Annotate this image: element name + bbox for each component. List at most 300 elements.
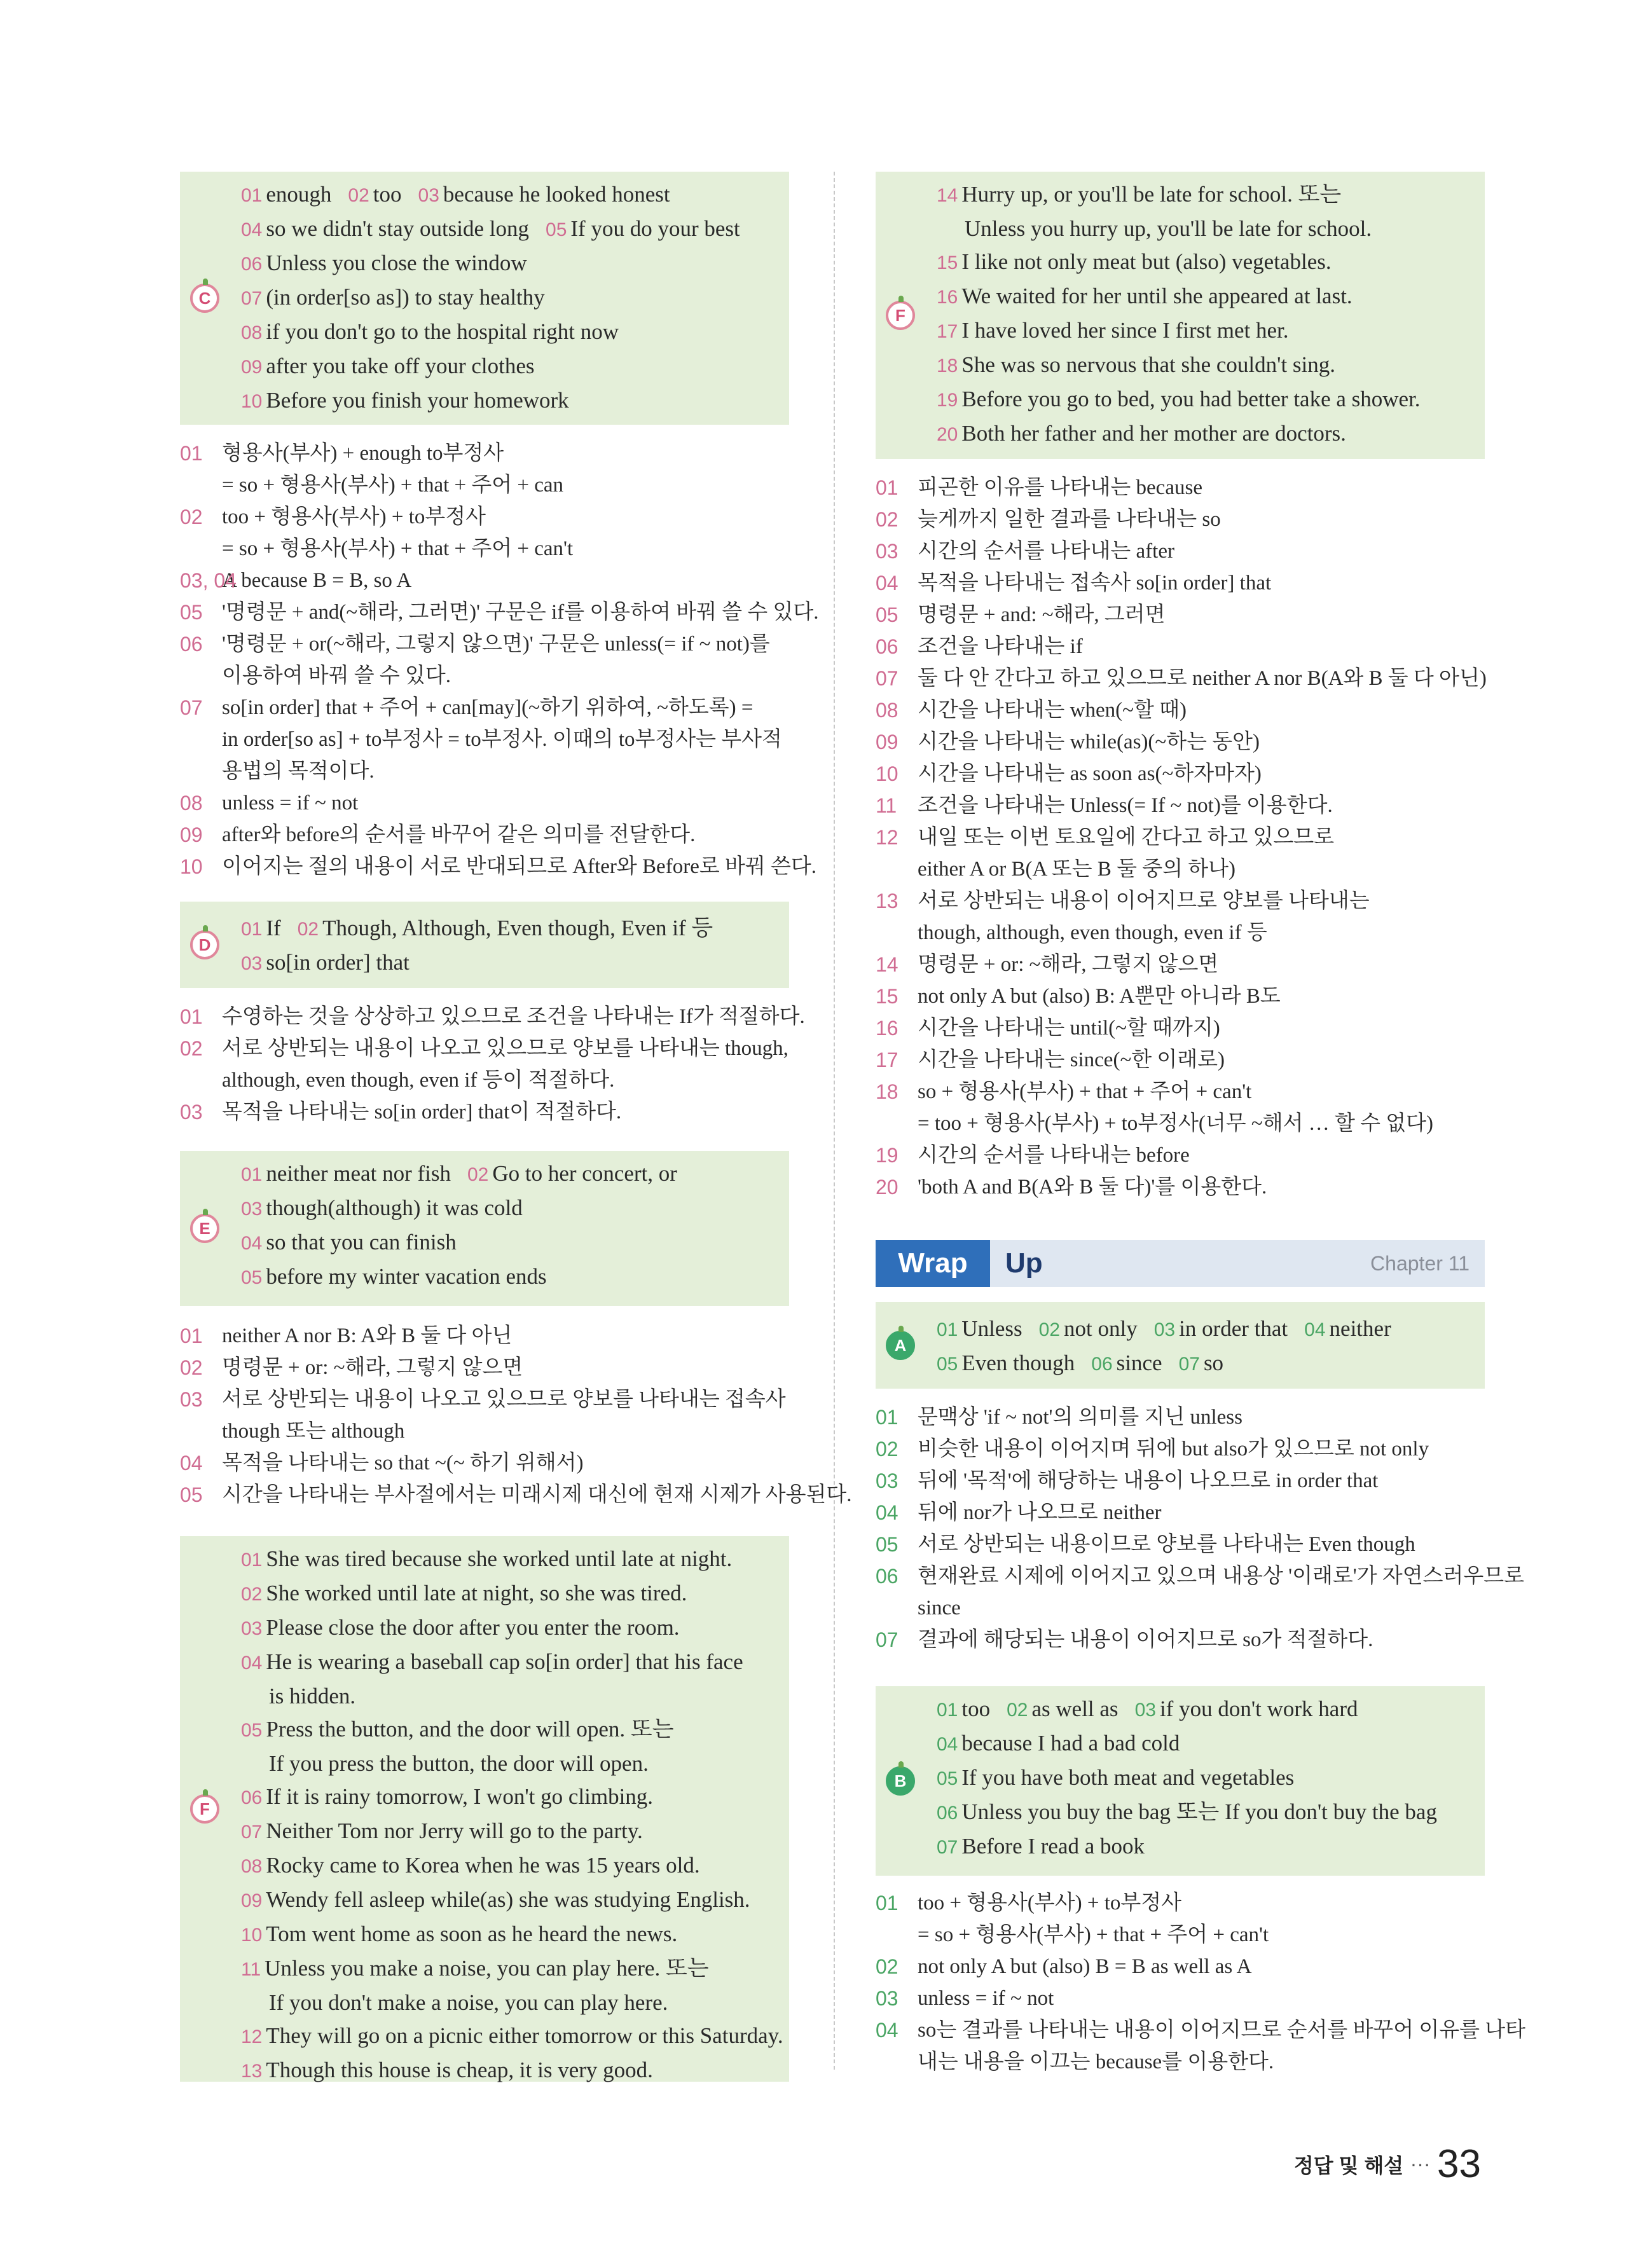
answer-text: She was tired because she worked until late at night. [266,1546,733,1571]
explanation-line [876,2046,1485,2078]
explanation-number: 06 [876,635,898,658]
footer-label: 정답 및 해설 [1293,2154,1404,2177]
explanation-number: 04 [180,1452,203,1474]
answer-line [241,1815,779,1849]
explanation-number: 05 [180,601,203,624]
item-number: 06 [241,1787,263,1808]
item-number: 15 [937,252,958,273]
answer-line [937,1693,1475,1727]
explanation-line [876,726,1485,758]
explanation-text: 뒤에 '목적'에 해당하는 내용이 나오므로 in order that [918,1469,1379,1492]
explanation-line [876,663,1485,694]
answer-text: Though, Although, Even though, Even if 등 [322,916,713,940]
item-number: 03 [1134,1700,1156,1721]
explanation-text: A because B = B, so A [222,569,412,592]
answer-text: Unless you buy the bag 또는 If you don't buy the bag [961,1799,1437,1824]
explanation-number: 03 [180,1101,203,1124]
explanation-text: so[in order] that + 주어 + can[may](~하기 위하여, ~하도록) = [222,696,754,719]
explanation-line [876,853,1485,885]
item-number: 03 [241,953,263,974]
explanation-line [876,1983,1485,2014]
item-number: 04 [241,1233,263,1254]
explanation-text: 수영하는 것을 상상하고 있으므로 조건을 나타내는 If가 적절하다. [222,1005,805,1028]
item-number: 02 [1007,1700,1028,1721]
item-number: 20 [937,424,958,445]
answer-line [937,1347,1475,1381]
explanation-line [180,437,789,469]
explanation-line [876,1887,1485,1919]
explanation-text: 목적을 나타내는 접속사 so[in order] that [918,572,1272,594]
item-number: 04 [937,1734,958,1755]
explanation-line [876,949,1485,980]
answer-line [241,247,779,281]
answer-box-f [180,1536,789,2082]
explanation-line [876,1076,1485,1108]
answer-line [241,1952,779,1986]
explanation-number: 02 [876,508,898,531]
page-footer [1294,2141,1481,2187]
answer-text: because he looked honest [443,182,670,207]
explanation-text: not only A but (also) B = B as well as A [918,1955,1252,1978]
explanation-number: 03 [876,1469,898,1492]
explanation-number: 19 [876,1144,898,1167]
explanation-line [180,724,789,755]
answer-line [241,212,779,247]
item-number: 01 [241,1164,263,1185]
explanation-text: 시간의 순서를 나타내는 before [918,1144,1190,1167]
explanation-line [180,1479,852,1511]
explanation-number: 18 [876,1080,898,1103]
explanation-line [180,1033,789,1064]
explanation-line [876,821,1485,853]
explanation-line [876,535,1485,567]
answer-text: Though this house is cheap, it is very good. [266,2058,653,2082]
item-number: 07 [937,1837,958,1858]
item-number: 13 [241,2061,263,2082]
explanation-number: 02 [180,505,203,528]
answer-text: neither meat nor fish [266,1161,451,1186]
item-number: 02 [241,1584,263,1605]
explanation-number: 02 [876,1955,898,1978]
explanation-number: 07 [876,1628,898,1651]
answer-text: as well as [1031,1696,1118,1721]
explanation-number: 08 [180,792,203,814]
explanation-text: 시간을 나타내는 while(as)(~하는 동안) [918,731,1260,753]
explanation-text: = too + 형용사(부사) + to부정사(너무 ~해서 … 할 수 없다) [918,1112,1434,1135]
item-number: 04 [1304,1319,1326,1340]
explanation-line [876,1401,1485,1433]
answer-text: though(although) it was cold [266,1195,523,1220]
explanation-text: after와 before의 순서를 바꾸어 같은 의미를 전달한다. [222,823,696,846]
explanation-line [180,1001,805,1033]
explanation-number: 04 [876,572,898,594]
explanation-number: 09 [180,823,203,846]
explanation-line [876,790,1485,821]
answer-line [241,912,779,946]
explanation-text: though 또는 although [222,1420,405,1443]
explanation-number: 09 [876,731,898,753]
explanation-text: either A or B(A 또는 B 둘 중의 하나) [918,858,1235,881]
explanation-text: 시간을 나타내는 when(~할 때) [918,699,1187,722]
item-number: 01 [241,1550,263,1570]
explanation-d [180,1001,805,1128]
explanation-text: '명령문 + and(~해라, 그러면)' 구문은 if를 이용하여 바꿔 쓸 수 있다. [222,601,819,624]
explanation-text: 조건을 나타내는 if [918,635,1083,658]
explanation-c [180,437,819,883]
answer-text: too [373,182,402,207]
answer-line [241,946,779,980]
answer-line [241,1157,779,1192]
explanation-line [180,1320,789,1352]
item-number: 09 [241,357,263,378]
item-number: 12 [241,2026,263,2047]
explanation-text: '명령문 + or(~해라, 그렇지 않으면)' 구문은 unless(= if ~ not)를 [222,633,770,656]
explanation-text: in order[so as] + to부정사 = to부정사. 이때의 to부정사는 부사적 [222,728,782,751]
answer-text: (in order[so as]) to stay healthy [266,285,545,310]
item-number: 06 [1091,1354,1113,1375]
explanation-line [180,596,819,628]
item-number: 02 [467,1164,489,1185]
item-number: 02 [348,185,369,206]
explanation-number: 07 [876,667,898,690]
explanation-text: 문맥상 'if ~ not'의 의미를 지닌 unless [918,1406,1242,1429]
explanation-text: so + 형용사(부사) + that + 주어 + can't [918,1080,1252,1103]
explanation-text: 용법의 목적이다. [222,760,375,783]
explanation-text: 피곤한 이유를 나타내는 because [918,476,1202,499]
explanation-text: 조건을 나타내는 Unless(= If ~ not)를 이용한다. [918,794,1333,817]
answer-text: They will go on a picnic either tomorrow or this Saturday. [266,2023,783,2048]
item-number: 02 [1038,1319,1061,1340]
explanation-text: 서로 상반되는 내용이 나오고 있으므로 양보를 나타내는 though, [222,1037,788,1060]
answer-text: If [266,916,281,940]
explanation-line [876,1139,1485,1171]
answer-line [241,2054,779,2088]
explanation-number: 02 [180,1037,203,1060]
explanation-line [876,980,1485,1012]
explanation-text: = so + 형용사(부사) + that + 주어 + can [222,474,564,497]
explanation-number: 01 [876,1892,898,1914]
explanation-text: 명령문 + or: ~해라, 그렇지 않으면 [222,1356,523,1379]
item-number: 09 [241,1890,263,1911]
explanation-text: so는 결과를 나타내는 내용이 이어지므로 순서를 바꾸어 이유를 나타 [918,2019,1526,2042]
explanation-text: 비슷한 내용이 이어지며 뒤에 but also가 있으므로 not only [918,1438,1429,1460]
explanation-number: 04 [876,2019,898,2042]
answer-text: neither [1329,1316,1391,1341]
explanation-line [876,694,1485,726]
section-badge-icon: F [886,301,915,330]
explanation-line [876,885,1485,917]
item-number: 08 [241,322,263,343]
explanation-e [180,1320,852,1511]
answer-line [937,314,1475,348]
explanation-number: 01 [180,442,203,465]
answer-line [241,1713,779,1747]
explanation-text: 시간을 나타내는 since(~한 이래로) [918,1048,1225,1071]
explanation-number: 10 [180,855,203,878]
answer-text: Please close the door after you enter the room. [266,1615,680,1640]
explanation-number: 03 [876,540,898,563]
explanation-line [180,1352,789,1384]
explanation-number: 06 [180,633,203,656]
answer-line [937,1727,1475,1761]
item-number: 03 [1153,1319,1176,1340]
explanation-text: 시간을 나타내는 until(~할 때까지) [918,1017,1220,1040]
answer-box-c [180,172,789,425]
explanation-text: 서로 상반되는 내용이 나오고 있으므로 양보를 나타내는 접속사 [222,1388,786,1411]
explanation-number: 10 [876,762,898,785]
answer-text: so [1203,1350,1224,1375]
explanation-text: unless = if ~ not [918,1987,1054,2010]
explanation-number: 04 [876,1501,898,1524]
explanation-text: = so + 형용사(부사) + that + 주어 + can't [222,537,574,560]
explanation-number: 11 [876,794,897,817]
answer-line [241,384,779,418]
answer-text: after you take off your clothes [266,354,535,378]
section-badge-icon: E [190,1214,219,1243]
answer-line [241,350,779,384]
explanation-line [876,1433,1485,1465]
explanation-line [180,501,789,533]
answer-line [241,1543,779,1577]
answer-text: He is wearing a baseball cap so[in order] that his face [266,1649,743,1674]
page-number: 33 [1437,2142,1481,2186]
explanation-text: 시간을 나타내는 as soon as(~하자마자) [918,762,1262,785]
item-number: 17 [937,321,958,342]
explanation-text: 목적을 나타내는 so[in order] that이 적절하다. [222,1101,622,1124]
explanation-number: 08 [876,699,898,722]
answer-text: enough [266,182,332,207]
column-divider [834,172,835,2070]
answer-text: Press the button, and the door will open. 또는 [266,1717,674,1742]
explanation-number: 05 [876,1533,898,1556]
explanation-line [876,1044,1485,1076]
explanation-text: 이용하여 바꿔 쓸 수 있다. [222,664,451,687]
explanation-text: = so + 형용사(부사) + that + 주어 + can't [918,1923,1269,1946]
explanation-number: 02 [876,1438,898,1460]
answer-text: If you have both meat and vegetables [961,1765,1295,1790]
answer-line [937,417,1475,451]
answer-line [241,1986,779,2019]
answer-box-a [876,1302,1485,1389]
answer-text: Tom went home as soon as he heard the news. [266,1921,678,1946]
item-number: 07 [241,1822,263,1843]
answer-text: She was so nervous that she couldn't sing. [961,352,1336,377]
answer-line [241,1849,779,1883]
answer-text: Rocky came to Korea when he was 15 years old. [266,1853,700,1878]
answer-text: She worked until late at night, so she was tired. [266,1581,687,1605]
answer-text: Unless [961,1316,1022,1341]
explanation-line [876,1624,1485,1656]
explanation-text: too + 형용사(부사) + to부정사 [918,1892,1182,1914]
answer-text: Unless you close the window [266,251,527,275]
explanation-text: neither A nor B: A와 B 둘 다 아닌 [222,1324,513,1347]
explanation-text: 내는 내용을 이끄는 because를 이용한다. [918,2051,1274,2073]
explanation-line [180,851,816,883]
answer-text: Before I read a book [961,1834,1145,1859]
explanation-number: 12 [876,826,898,849]
explanation-number: 15 [876,985,898,1008]
explanation-line [180,1384,789,1415]
answer-line [241,281,779,315]
explanation-line [180,628,789,660]
answer-line [241,1747,779,1780]
item-number: 03 [241,1199,263,1220]
explanation-text: although, even though, even if 등이 적절하다. [222,1069,615,1092]
item-number: 10 [241,1925,263,1946]
item-number: 06 [241,254,263,275]
explanation-text: unless = if ~ not [222,792,359,814]
explanation-number: 16 [876,1017,898,1040]
explanation-line [180,1064,789,1096]
answer-text: too [961,1696,991,1721]
explanation-number: 01 [876,1406,898,1429]
explanation-text: though, although, even though, even if 등 [918,921,1267,944]
explanation-text: 서로 상반되는 내용이므로 양보를 나타내는 Even though [918,1533,1415,1556]
explanation-text: 결과에 해당되는 내용이 이어지므로 so가 적절하다. [918,1628,1373,1651]
explanation-line [876,1560,1524,1592]
explanation-line [180,533,789,565]
explanation-line [876,631,1485,663]
answer-line [937,1761,1475,1796]
answer-line [241,1260,779,1295]
explanation-line [180,692,789,724]
item-number: 01 [241,185,263,206]
answer-line [241,1226,779,1260]
explanation-line [876,917,1485,949]
answer-text: Hurry up, or you'll be late for school. 또는 [961,182,1342,207]
answer-line [241,2019,783,2054]
answer-line [937,383,1475,417]
answer-box-b [876,1686,1485,1876]
answer-text: is hidden. [269,1684,356,1708]
answer-text: If you press the button, the door will open. [269,1751,649,1776]
explanation-number: 17 [876,1048,898,1071]
answer-text: so[in order] that [266,950,410,975]
answer-text: Unless you hurry up, you'll be late for school. [965,216,1372,241]
item-number: 05 [937,1354,958,1375]
item-number: 14 [937,185,958,206]
explanation-line [876,2014,1526,2046]
item-number: 01 [937,1700,958,1721]
answer-text: if you don't work hard [1159,1696,1358,1721]
explanation-line [180,787,789,819]
answer-box-d [180,902,789,988]
explanation-text: 뒤에 nor가 나오므로 neither [918,1501,1162,1524]
item-number: 01 [937,1319,958,1340]
explanation-text: 'both A and B(A와 B 둘 다)'를 이용한다. [918,1176,1267,1199]
answer-box-f-continued [876,172,1485,459]
answer-text: Wendy fell asleep while(as) she was studying English. [266,1887,750,1912]
explanation-text: too + 형용사(부사) + to부정사 [222,505,486,528]
explanation-line [876,1465,1485,1497]
answer-line [241,1883,779,1918]
explanation-line [876,758,1485,790]
answer-text: Even though [961,1350,1075,1375]
answer-text: Before you go to bed, you had better take a shower. [961,387,1421,411]
answer-line [241,1577,779,1611]
explanation-text: 시간의 순서를 나타내는 after [918,540,1174,563]
item-number: 05 [546,219,567,240]
answer-text: so that you can finish [266,1230,457,1254]
explanation-text: 늦게까지 일한 결과를 나타내는 so [918,508,1221,531]
explanation-line [876,1171,1485,1203]
item-number: 05 [241,1720,263,1741]
explanation-line [180,660,789,692]
explanation-line [876,1919,1485,1951]
item-number: 19 [937,390,958,411]
answer-text: We waited for her until she appeared at last. [961,284,1352,308]
explanation-text: 시간을 나타내는 부사절에서는 미래시제 대신에 현재 시제가 사용된다. [222,1483,852,1506]
item-number: 10 [241,391,263,412]
explanation-line [180,565,789,596]
explanation-text: since [918,1597,961,1619]
answer-line [241,1918,779,1952]
answer-line [937,1796,1475,1830]
item-number: 02 [297,919,319,940]
explanation-line [876,1592,1485,1624]
answer-line [937,245,1475,280]
item-number: 05 [241,1267,263,1288]
explanation-number: 13 [876,890,898,912]
explanation-number: 03, 04 [180,569,237,592]
explanation-text: 서로 상반되는 내용이 이어지므로 양보를 나타내는 [918,890,1370,912]
answer-line [937,348,1475,383]
answer-text: because I had a bad cold [961,1731,1180,1756]
answer-line [241,315,779,350]
explanation-text: not only A but (also) B: A뿐만 아니라 B도 [918,985,1281,1008]
explanation-number: 20 [876,1176,898,1199]
item-number: 16 [937,287,958,308]
item-number: 06 [937,1803,958,1824]
answer-line [937,1312,1475,1347]
explanation-line [876,472,1485,504]
answer-line [937,178,1475,212]
answer-line [241,1780,779,1815]
wrap-label: Wrap [876,1240,990,1287]
item-number: 03 [241,1618,263,1639]
explanation-number: 01 [876,476,898,499]
answer-text: Unless you make a noise, you can play here. 또는 [265,1956,709,1981]
explanation-line [876,1012,1485,1044]
explanation-text: 내일 또는 이번 토요일에 간다고 하고 있으므로 [918,826,1335,849]
answer-text: Neither Tom nor Jerry will go to the party. [266,1818,643,1843]
answer-text: if you don't go to the hospital right now [266,319,619,344]
section-badge-icon: B [886,1766,915,1796]
answer-line [937,1830,1475,1864]
explanation-number: 03 [876,1987,898,2010]
item-number: 18 [937,355,958,376]
explanation-line [180,1096,789,1128]
footer-dots: ··· [1410,2152,1431,2175]
explanation-text: 현재완료 시제에 이어지고 있으며 내용상 '이래로'가 자연스러우므로 [918,1565,1524,1588]
answer-text: If you do your best [570,216,740,241]
explanation-text: 목적을 나타내는 so that ~(~ 하기 위해서) [222,1452,584,1474]
explanation-number: 06 [876,1565,898,1588]
section-badge-icon: A [886,1331,915,1360]
explanation-line [876,504,1485,535]
answer-line [241,178,779,212]
explanation-number: 05 [180,1483,203,1506]
item-number: 07 [241,288,263,309]
item-number: 04 [241,1653,263,1674]
section-badge-icon: C [190,284,219,313]
answer-text: I like not only meat but (also) vegetables. [961,249,1332,274]
explanation-b [876,1887,1526,2078]
explanation-number: 03 [180,1388,203,1411]
answer-line [241,1680,779,1713]
explanation-number: 14 [876,953,898,976]
answer-text: before my winter vacation ends [266,1264,547,1289]
